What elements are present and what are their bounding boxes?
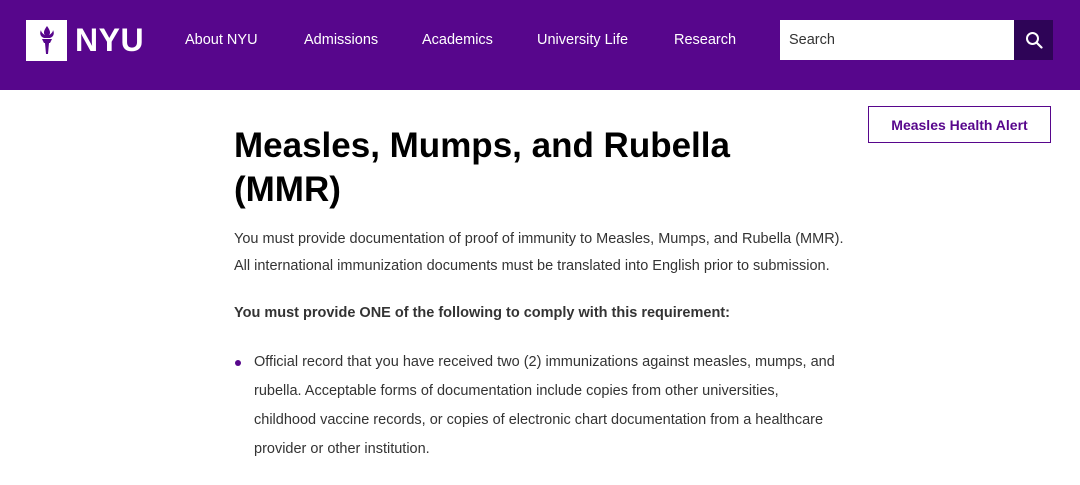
nav-academics[interactable]: Academics xyxy=(422,31,493,48)
nav-about-nyu[interactable]: About NYU xyxy=(185,31,258,48)
intro-paragraph: You must provide documentation of proof of immunity to Measles, Mumps, and Rubella (MMR). All international immunization documents must be translated into English prior to submission. xyxy=(234,231,844,274)
nav-research[interactable]: Research xyxy=(674,31,737,48)
logo-text: NYU xyxy=(75,22,145,58)
search-button[interactable] xyxy=(1014,20,1053,60)
requirement-list xyxy=(234,348,854,464)
list-item-text: Official record that you have received two (2) immunizations against measles, mumps, and rubella. Acceptable forms of documentation include copies from other universities, childhood vaccine records, or copies of electronic chart documentation from a healthcare provider or other institution. xyxy=(254,354,835,457)
torch-icon xyxy=(26,20,67,61)
list-item xyxy=(234,348,844,464)
nyu-logo[interactable] xyxy=(26,19,144,61)
search-input[interactable] xyxy=(780,20,1014,60)
requirement-heading: You must provide ONE of the following to comply with this requirement: xyxy=(234,305,730,321)
main-content xyxy=(234,124,854,464)
nav-university-life[interactable]: University Life xyxy=(537,31,629,48)
measles-health-alert-button[interactable]: Measles Health Alert xyxy=(868,106,1051,143)
site-header xyxy=(0,0,1080,90)
nav-admissions[interactable]: Admissions xyxy=(304,31,379,48)
bullet-icon xyxy=(235,360,241,366)
page-title: Measles, Mumps, and Rubella (MMR) xyxy=(234,126,730,209)
search-icon xyxy=(1025,31,1043,49)
